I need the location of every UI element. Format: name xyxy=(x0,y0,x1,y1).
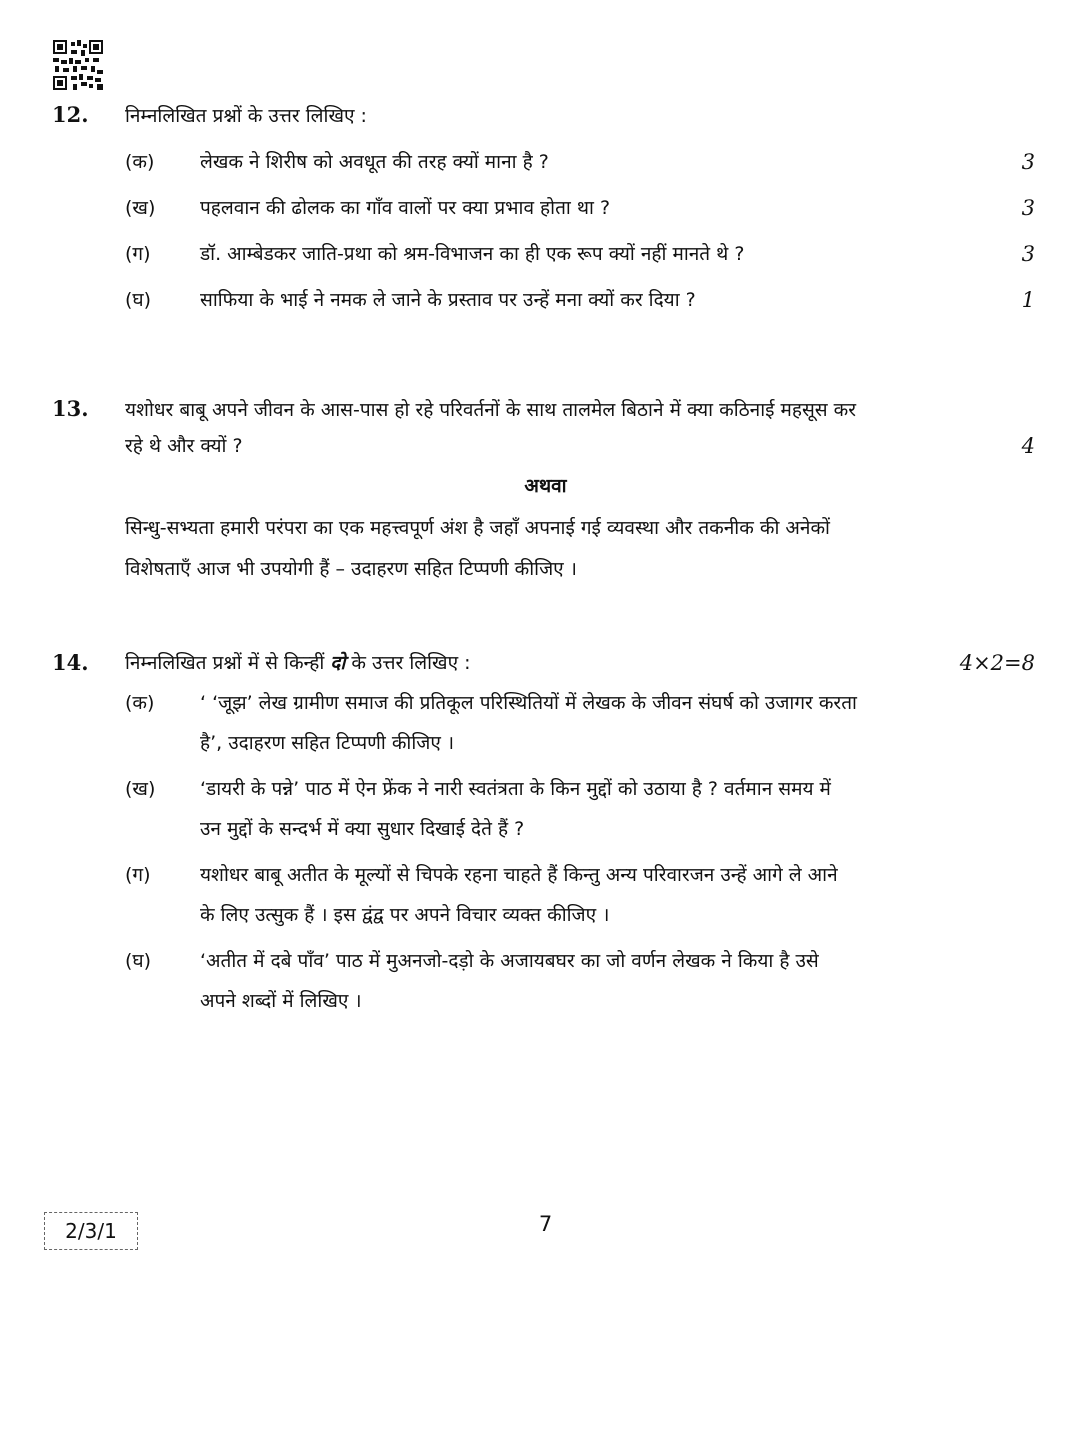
page-number: 7 xyxy=(538,1212,553,1236)
paper-code: 2/3/1 xyxy=(44,1212,138,1250)
part-text: साफिया के भाई ने नमक ले जाने के प्रस्ताव पर उन्हें मना क्यों कर दिया ? xyxy=(200,289,696,311)
question-text-line: रहे थे और क्यों ? xyxy=(125,435,243,457)
part-marks: 3 xyxy=(1021,242,1035,266)
part-marks: 3 xyxy=(1021,150,1035,174)
question-number: 13. xyxy=(52,396,89,421)
part-text-line: ‘डायरी के पन्ने’ पाठ में ऐन फ्रेंक ने नारी स्वतंत्रता के किन मुद्दों को उठाया है ? वर्तमान समय में xyxy=(200,778,831,800)
or-separator: अथवा xyxy=(524,475,567,497)
part-label: (क) xyxy=(125,692,155,714)
part-text-line: अपने शब्दों में लिखिए । xyxy=(200,990,362,1012)
part-label: (ग) xyxy=(125,864,151,886)
part-label: (ग) xyxy=(125,243,151,265)
intro-emphasis: दो xyxy=(330,652,346,674)
question-marks: 4×2=8 xyxy=(959,651,1035,675)
part-text-line: ‘अतीत में दबे पाँव’ पाठ में मुअनजो-दड़ो के अजायबघर का जो वर्णन लेखक ने किया है उसे xyxy=(200,950,819,972)
part-text: डॉ. आम्बेडकर जाति-प्रथा को श्रम-विभाजन का ही एक रूप क्यों नहीं मानते थे ? xyxy=(200,243,745,265)
part-label: (घ) xyxy=(125,289,152,311)
question-marks: 4 xyxy=(1021,434,1035,458)
part-text-line: ‘ ‘जूझ’ लेख ग्रामीण समाज की प्रतिकूल परिस्थितियों में लेखक के जीवन संघर्ष को उजागर करता xyxy=(200,692,857,714)
part-marks: 3 xyxy=(1021,196,1035,220)
part-text: लेखक ने शिरीष को अवधूत की तरह क्यों माना है ? xyxy=(200,151,549,173)
alt-question-line: सिन्धु-सभ्यता हमारी परंपरा का एक महत्त्वपूर्ण अंश है जहाँ अपनाई गई व्यवस्था और तकनीक की अनेकों xyxy=(125,517,830,539)
intro-after: के उत्तर लिखिए : xyxy=(345,652,471,674)
question-intro xyxy=(125,644,471,682)
part-text-line: के लिए उत्सुक हैं । इस द्वंद्व पर अपने विचार व्यक्त कीजिए । xyxy=(200,904,610,926)
part-text-line: है’, उदाहरण सहित टिप्पणी कीजिए । xyxy=(200,732,455,754)
part-text-line: उन मुद्दों के सन्दर्भ में क्या सुधार दिखाई देते हैं ? xyxy=(200,818,525,840)
question-text-line: यशोधर बाबू अपने जीवन के आस-पास हो रहे परिवर्तनों के साथ तालमेल बिठाने में क्या कठिनाई महसूस कर xyxy=(125,399,857,421)
question-intro: निम्नलिखित प्रश्नों के उत्तर लिखिए : xyxy=(125,105,367,127)
intro-before: निम्नलिखित प्रश्नों में से किन्हीं xyxy=(125,652,331,674)
part-text-line: यशोधर बाबू अतीत के मूल्यों से चिपके रहना चाहते हैं किन्तु अन्य परिवारजन उन्हें आगे ले आने xyxy=(200,864,838,886)
part-marks: 1 xyxy=(1021,288,1035,312)
part-label: (ख) xyxy=(125,778,156,800)
qr-code-icon xyxy=(53,40,103,90)
alt-question-line: विशेषताएँ आज भी उपयोगी हैं – उदाहरण सहित टिप्पणी कीजिए । xyxy=(125,558,577,580)
question-number: 12. xyxy=(52,102,89,127)
part-label: (घ) xyxy=(125,950,152,972)
question-number: 14. xyxy=(52,650,89,675)
part-text: पहलवान की ढोलक का गाँव वालों पर क्या प्रभाव होता था ? xyxy=(200,197,611,219)
part-label: (क) xyxy=(125,151,155,173)
part-label: (ख) xyxy=(125,197,156,219)
